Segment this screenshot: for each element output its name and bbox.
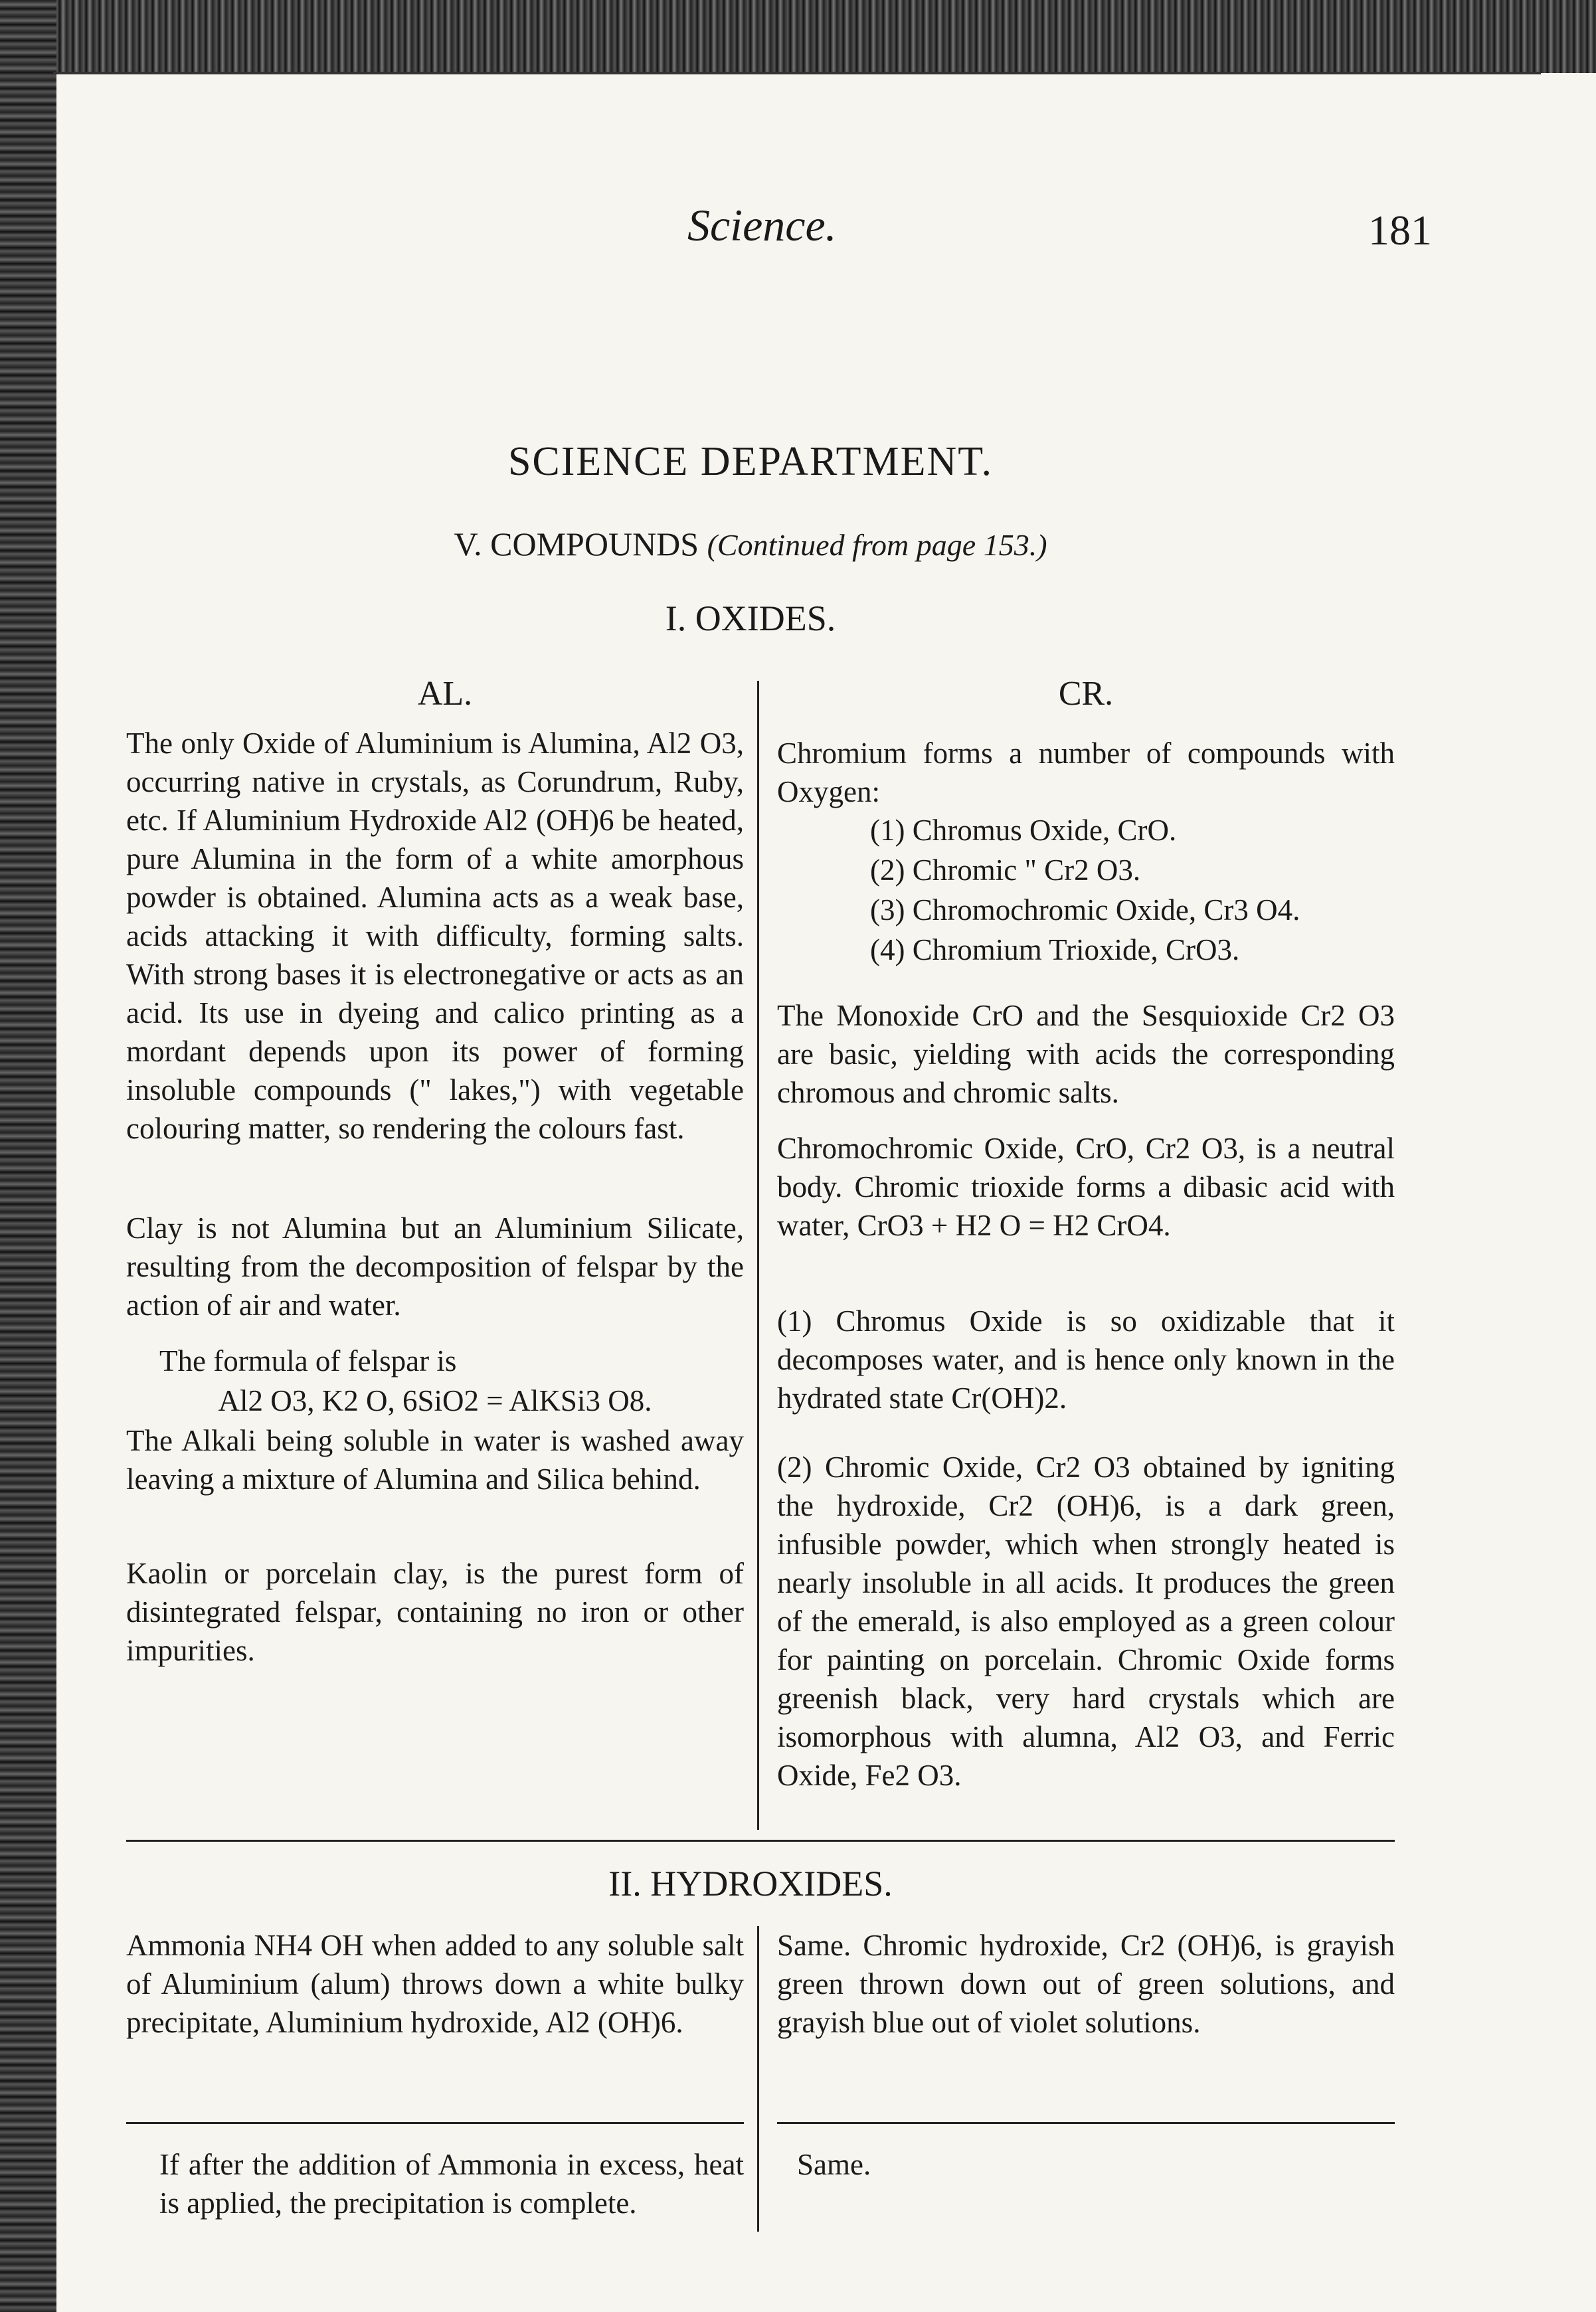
section-hydroxides-heading: II. HYDROXIDES. bbox=[608, 1864, 893, 1904]
header-rule bbox=[53, 72, 1541, 74]
oxides-al-paragraph-1: The only Oxide of Aluminium is Alumina, Al2 O3, occurring native in crystals, as Corundrum, Ruby, etc. If Aluminium Hydroxide Al2 (OH)6 be heated, pure Alumina in the form of a white amorphous powder is obtained. Alumina acts as a weak base, acids attacking it with difficulty, forming salts. With strong bases it is electronegative or acts as an acid. Its use in dyeing and calico printing as a mordant depends upon its power of forming insoluble compounds (" lakes,") with vegetable colouring matter, so rendering the colours fast. bbox=[126, 727, 744, 1145]
scan-left-border bbox=[0, 0, 56, 2312]
oxides-al-paragraph-3: The formula of felspar is bbox=[159, 1344, 457, 1378]
oxides-cr-paragraph-1: The Monoxide CrO and the Sesquioxide Cr2 O3 are basic, yielding with acids the corresponding chromous and chromic salts. bbox=[777, 999, 1395, 1109]
hydroxides-al-paragraph-1: Ammonia NH4 OH when added to any soluble salt of Aluminium (alum) throws down a white bulky precipitate, Aluminium hydroxide, Al2 (OH)6. bbox=[126, 1929, 744, 2039]
column-divider bbox=[757, 681, 759, 1830]
oxides-al-paragraph-2: Clay is not Alumina but an Aluminium Silicate, resulting from the decomposition of felspar by the action of air and water. bbox=[126, 1211, 744, 1322]
page-title: SCIENCE DEPARTMENT. bbox=[507, 439, 994, 484]
subtitle-continued: (Continued from page 153.) bbox=[707, 528, 1047, 562]
oxides-cr-heading: CR. bbox=[1058, 675, 1114, 713]
list-item: (4) Chromium Trioxide, CrO3. bbox=[870, 933, 1240, 966]
row-divider-right bbox=[777, 2122, 1395, 2124]
subtitle-main: V. COMPOUNDS bbox=[454, 525, 699, 563]
oxides-cr-paragraph-3: (1) Chromus Oxide is so oxidizable that it decomposes water, and is hence only known in the hydrated state Cr(OH)2. bbox=[777, 1304, 1395, 1415]
page-number: 181 bbox=[1368, 207, 1432, 254]
page-subtitle bbox=[0, 525, 1501, 563]
oxides-al-paragraph-4: The Alkali being soluble in water is washed away leaving a mixture of Alumina and Silica behind. bbox=[126, 1424, 744, 1496]
section-divider bbox=[126, 1840, 1395, 1842]
scan-top-border bbox=[0, 0, 1596, 73]
list-item: (1) Chromus Oxide, CrO. bbox=[870, 814, 1177, 847]
oxides-cr-intro: Chromium forms a number of compounds with Oxygen: bbox=[777, 737, 1395, 808]
felspar-formula: Al2 O3, K2 O, 6SiO2 = AlKSi3 O8. bbox=[218, 1384, 652, 1417]
section-oxides-heading: I. OXIDES. bbox=[665, 598, 836, 638]
hydroxides-cr-paragraph-1: Same. Chromic hydroxide, Cr2 (OH)6, is grayish green thrown down out of green solutions, and grayish blue out of violet solutions. bbox=[777, 1929, 1395, 2039]
row-divider-left bbox=[126, 2122, 744, 2124]
oxides-al-paragraph-5: Kaolin or porcelain clay, is the purest form of disintegrated felspar, containing no iron or other impurities. bbox=[126, 1557, 744, 1667]
column-divider bbox=[757, 1926, 759, 2232]
running-head: Science. bbox=[687, 200, 837, 250]
hydroxides-al-paragraph-2: If after the addition of Ammonia in excess, heat is applied, the precipitation is complete. bbox=[159, 2148, 744, 2220]
oxides-cr-paragraph-2: Chromochromic Oxide, CrO, Cr2 O3, is a neutral body. Chromic trioxide forms a dibasic acid with water, CrO3 + H2 O = H2 CrO4. bbox=[777, 1132, 1395, 1242]
oxides-al-heading: AL. bbox=[417, 675, 473, 713]
oxides-cr-paragraph-4: (2) Chromic Oxide, Cr2 O3 obtained by igniting the hydroxide, Cr2 (OH)6, is a dark green, infusible powder, which when strongly heated is nearly insoluble in all acids. It produces the green of the emerald, is also employed as a green colour for painting on porcelain. Chromic Oxide forms greenish black, very hard crystals which are isomorphous with alumna, Al2 O3, and Ferric Oxide, Fe2 O3. bbox=[777, 1451, 1395, 1792]
hydroxides-cr-paragraph-2: Same. bbox=[797, 2148, 871, 2181]
list-item: (3) Chromochromic Oxide, Cr3 O4. bbox=[870, 893, 1300, 927]
list-item: (2) Chromic " Cr2 O3. bbox=[870, 853, 1141, 887]
chromium-oxides-list bbox=[870, 810, 1395, 970]
